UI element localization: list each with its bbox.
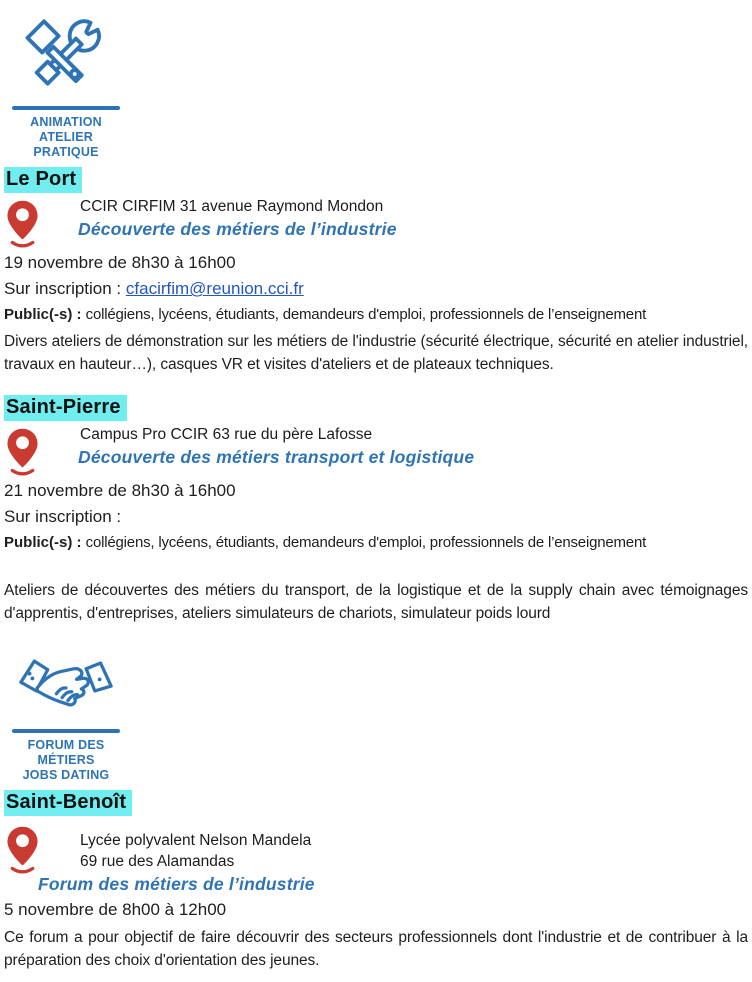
inscription-line [4,506,752,528]
event-address [80,424,752,445]
event-title: Forum des métiers de l’industrie [38,874,315,894]
badge-caption-line: PRATIQUE [33,145,99,159]
badge-caption-line: ANIMATION [30,115,102,129]
public-line [4,533,752,553]
address-line: 69 rue des Alamandas [80,853,235,870]
public-label: Public(-s) : [4,306,86,323]
public-label: Public(-s) : [4,534,86,551]
badge-caption-line: FORUM DES [27,738,105,752]
event-date: 5 novembre de 8h00 à 12h00 [4,900,227,919]
city-heading-saint-benoit: Saint-Benoît [4,790,132,816]
badge-divider [12,106,120,110]
address-line: CCIR CIRFIM 31 avenue Raymond Mondon [80,198,384,215]
event-date: 19 novembre de 8h30 à 16h00 [4,253,236,272]
badge-caption-line: JOBS DATING [22,768,110,782]
badge-caption [10,738,122,783]
event-address [80,196,752,217]
badge-divider [12,729,120,733]
city-heading-saint-pierre: Saint-Pierre [4,395,127,421]
badge-caption-line: ATELIER [39,130,93,144]
event-description: Ateliers de découvertes des métiers du transport, de la logistique et de la supply chain avec témoignages d'apprentis, d'entreprises, ateliers simulateurs de chariots, simulateur poids lourd [4,582,748,622]
public-text: collégiens, lycéens, étudiants, demandeurs d'emploi, professionnels de l’enseignement [85,306,647,323]
event-address [80,822,752,872]
event-title: Découverte des métiers de l’industrie [78,219,397,239]
email-link[interactable]: cfacirfim@reunion.cci.fr [125,279,304,298]
event-title: Découverte des métiers transport et logistique [78,447,475,467]
event-saint-benoit [0,822,752,972]
location-pin-icon [6,427,39,477]
public-text: collégiens, lycéens, étudiants, demandeurs d'emploi, professionnels de l’enseignement [85,534,647,551]
inscription-label: Sur inscription : [4,279,126,298]
handshake-icon [18,651,114,725]
event-date: 21 novembre de 8h30 à 16h00 [4,481,236,500]
badge-caption [10,115,122,160]
event-description: Ce forum a pour objectif de faire découvrir des secteurs professionnels dont l'industrie et de contribuer à la préparation des choix d'orientation des jeunes. [4,929,748,969]
event-le-port [0,196,752,376]
event-saint-pierre [0,424,752,625]
location-pin-icon [6,199,39,249]
event-description: Divers ateliers de démonstration sur les métiers de l'industrie (sécurité électrique, sécurité en atelier industriel, travaux en hauteur…), casques VR et visites d'ateliers et de plateaux techniques. [4,333,748,373]
hammer-wrench-icon [20,14,112,102]
inscription-label: Sur inscription : [4,507,122,526]
public-line [4,305,752,325]
city-heading-le-port: Le Port [4,167,82,193]
address-line: Lycée polyvalent Nelson Mandela [80,832,312,849]
badge-forum-metiers [10,651,122,783]
location-pin-icon [6,825,39,875]
inscription-line [4,278,752,300]
address-line: Campus Pro CCIR 63 rue du père Lafosse [80,426,373,443]
badge-animation-atelier [10,0,122,160]
badge-caption-line: MÉTIERS [37,753,95,767]
